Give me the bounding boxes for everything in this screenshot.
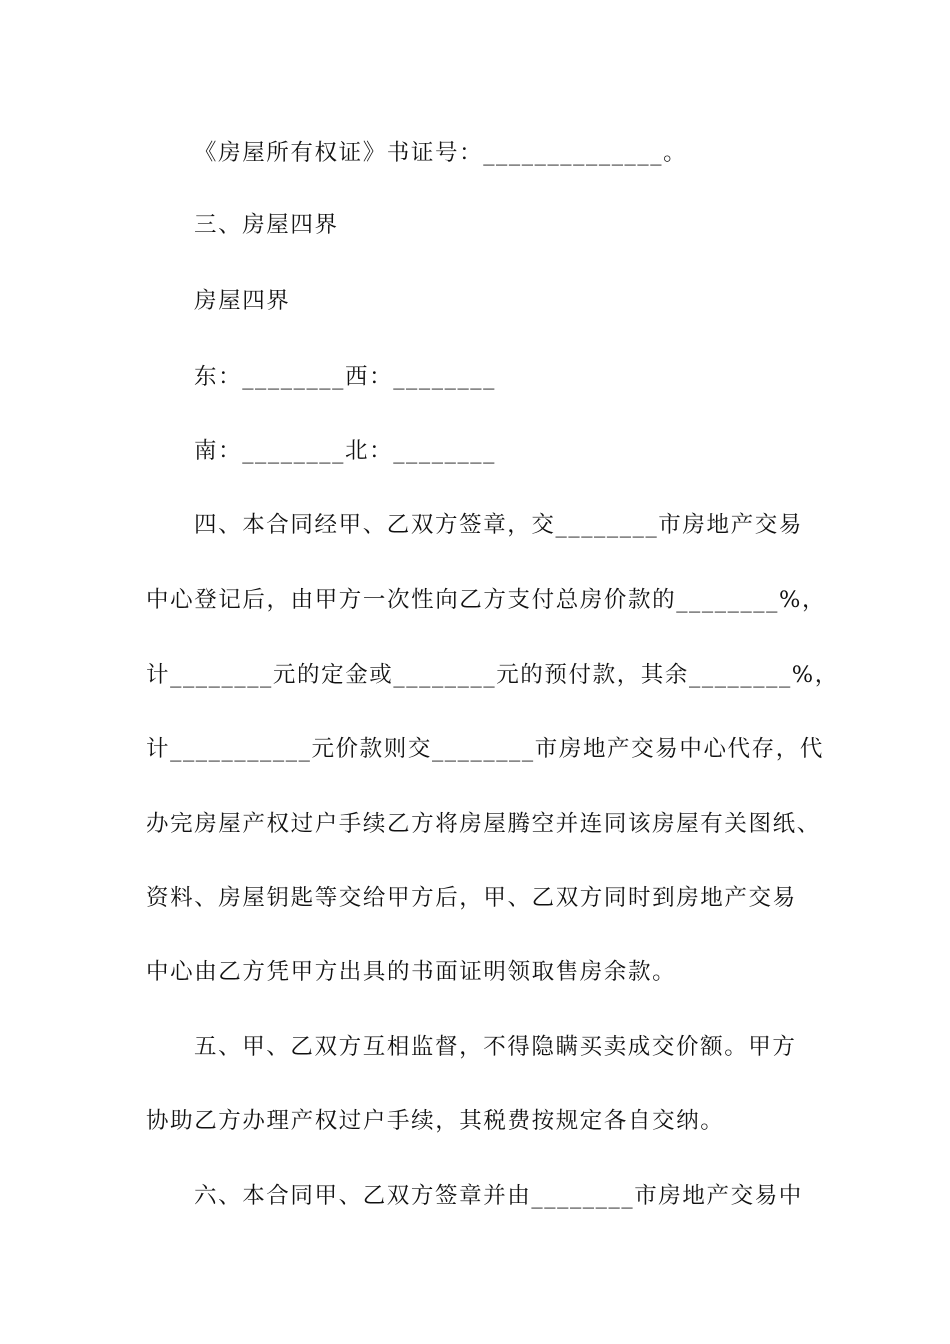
section-three-heading: 三、房屋四界: [194, 212, 339, 238]
east-west-line: 东：________西：________: [194, 364, 496, 390]
south-north-line: 南：________北：________: [194, 438, 496, 464]
section-four-line-1: 四、本合同经甲、乙双方签章，交________市房地产交易: [194, 512, 803, 538]
section-five-line-2: 协助乙方办理产权过户手续，其税费按规定各自交纳。: [146, 1108, 725, 1134]
section-four-line-7: 中心由乙方凭甲方出具的书面证明领取售房余款。: [146, 959, 677, 985]
section-four-line-6: 资料、房屋钥匙等交给甲方后，甲、乙双方同时到房地产交易: [146, 885, 797, 911]
section-six-line-1: 六、本合同甲、乙双方签章并由________市房地产交易中: [194, 1183, 803, 1209]
boundaries-subheading: 房屋四界: [194, 288, 291, 314]
section-four-line-3: 计________元的定金或________元的预付款，其余________%，: [146, 662, 839, 688]
section-four-line-5: 办完房屋产权过户手续乙方将房屋腾空并连同该房屋有关图纸、: [146, 811, 821, 837]
section-four-line-2: 中心登记后，由甲方一次性向乙方支付总房价款的________%，: [146, 587, 827, 613]
certificate-number-line: 《房屋所有权证》书证号：______________。: [194, 140, 688, 166]
section-four-line-4: 计___________元价款则交________市房地产交易中心代存，代: [146, 736, 824, 762]
section-five-line-1: 五、甲、乙双方互相监督，不得隐瞒买卖成交价额。甲方: [194, 1034, 797, 1060]
